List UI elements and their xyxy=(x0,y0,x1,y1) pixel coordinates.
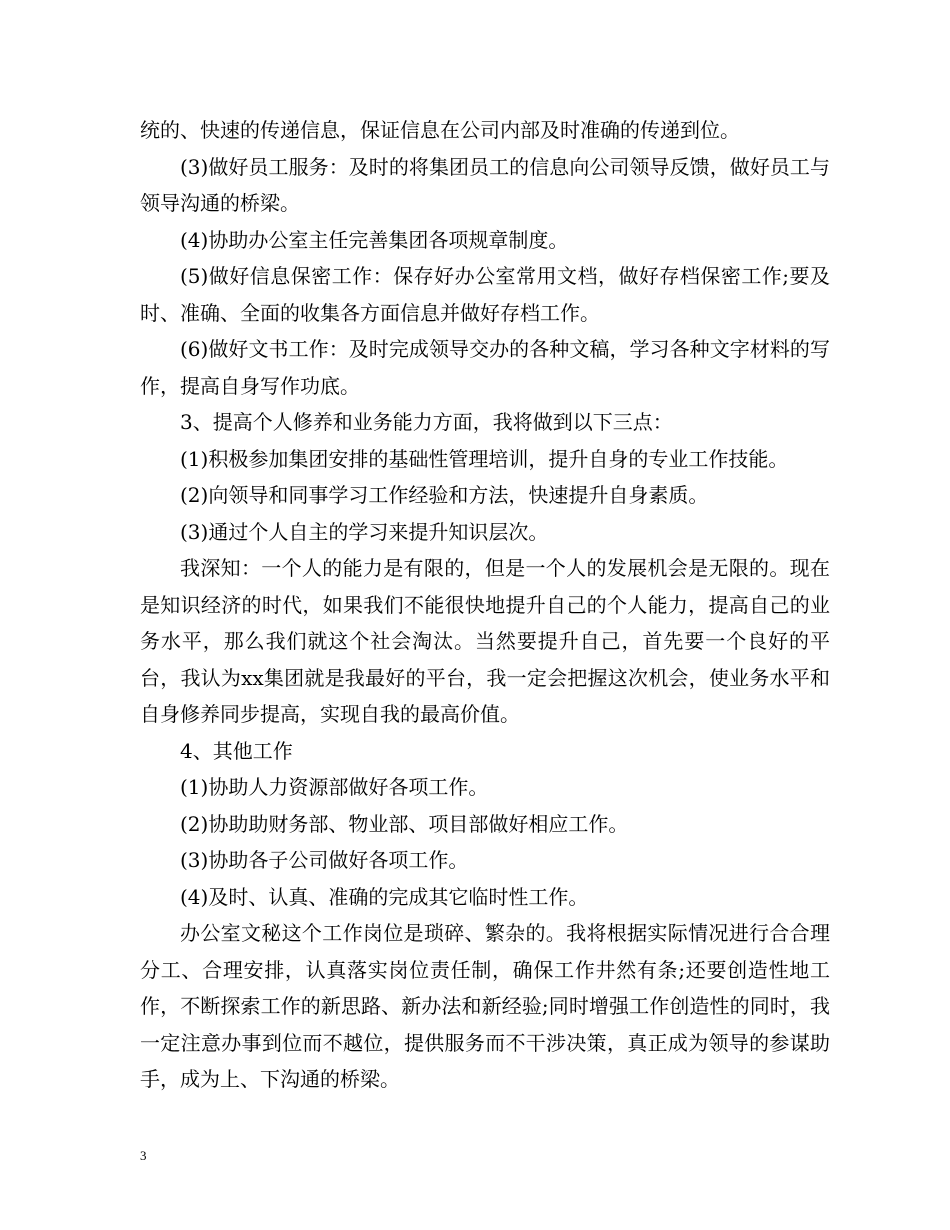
paragraph: (2)协助助财务部、物业部、项目部做好相应工作。 xyxy=(180,811,629,836)
paragraph: (1)积极参加集团安排的基础性管理培训，提升自身的专业工作技能。 xyxy=(180,446,789,471)
paragraph: 4、其他工作 xyxy=(180,738,293,763)
paragraph: 统的、快速的传递信息，保证信息在公司内部及时准确的传递到位。 xyxy=(140,118,740,142)
paragraph: (3)通过个人自主的学习来提升知识层次。 xyxy=(180,519,549,544)
paragraph: (3)协助各子公司做好各项工作。 xyxy=(180,848,469,872)
page-number: 3 xyxy=(140,1148,147,1163)
paragraph: (6)做好文书工作：及时完成领导交办的各种文稿，学习各种文字材料的写作，提高自身写作功底。 xyxy=(140,337,830,398)
paragraph: (2)向领导和同事学习工作经验和方法，快速提升自身素质。 xyxy=(180,483,709,507)
paragraph: (5)做好信息保密工作：保存好办公室常用文档，做好存档保密工作;要及时、准确、全面的收集各方面信息并做好存档工作。 xyxy=(140,264,830,325)
paragraph: (4)协助办公室主任完善集团各项规章制度。 xyxy=(180,227,569,252)
paragraph: 办公室文秘这个工作岗位是琐碎、繁杂的。我将根据实际情况进行合合理分工、合理安排，认真落实岗位责任制，确保工作井然有条;还要创造性地工作，不断探索工作的新思路、新办法和新经验;同时增强工作创造性的同时，我一定注意办事到位而不越位，提供服务而不干涉决策，真正成为领导的参谋助手，成为上、下沟通的桥梁。 xyxy=(140,921,830,1091)
paragraph: (3)做好员工服务：及时的将集团员工的信息向公司领导反馈，做好员工与领导沟通的桥梁。 xyxy=(140,154,830,215)
paragraph: 我深知：一个人的能力是有限的，但是一个人的发展机会是无限的。现在是知识经济的时代，如果我们不能很快地提升自己的个人能力，提高自己的业务水平，那么我们就这个社会淘汰。当然要提升自己，首先要一个良好的平台，我认为xx集团就是我最好的平台，我一定会把握这次机会，使业务水平和自身修养同步提高，实现自我的最高价值。 xyxy=(140,556,830,726)
document-body xyxy=(140,112,830,1098)
paragraph: (4)及时、认真、准确的完成其它临时性工作。 xyxy=(180,884,589,909)
paragraph: 3、提高个人修养和业务能力方面，我将做到以下三点： xyxy=(180,410,673,434)
paragraph: (1)协助人力资源部做好各项工作。 xyxy=(180,775,489,799)
